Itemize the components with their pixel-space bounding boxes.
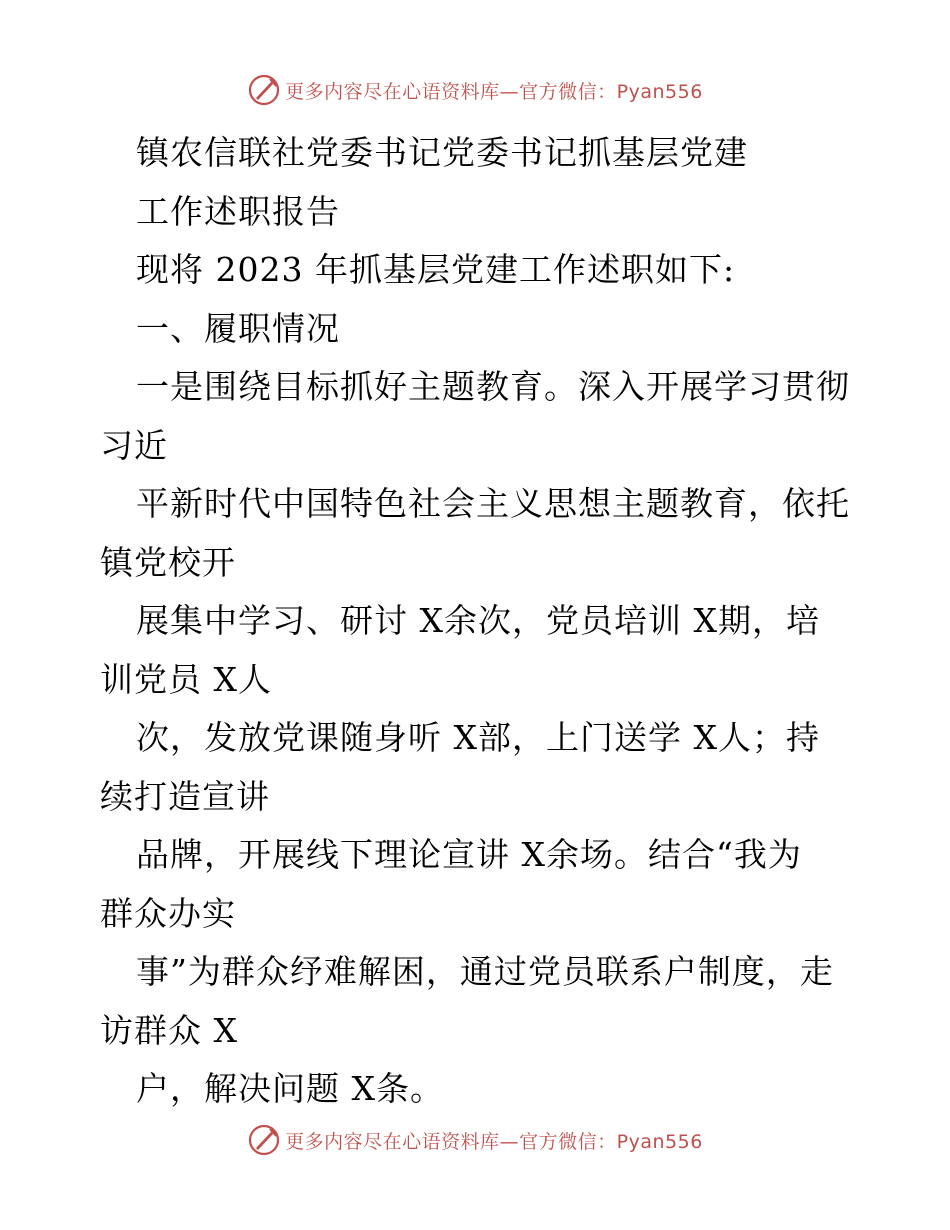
body-line: 户，解决问题 X条。 bbox=[136, 1069, 444, 1108]
section-heading: 一、履职情况 bbox=[136, 308, 340, 348]
body-line: 群众办实 bbox=[100, 893, 236, 933]
body-line: 一是围绕目标抓好主题教育。深入开展学习贯彻 bbox=[136, 367, 850, 406]
watermark-text: 更多内容尽在心语资料库—官方微信：Pyan556 bbox=[285, 1130, 703, 1153]
body-line: 镇党校开 bbox=[100, 542, 236, 582]
header-watermark bbox=[0, 70, 950, 110]
body-line: 平新时代中国特色社会主义思想主题教育，依托 bbox=[136, 484, 850, 523]
document-body bbox=[100, 124, 860, 1119]
intro-paragraph: 现将 2023 年抓基层党建工作述职如下: bbox=[136, 250, 736, 289]
body-line: 次，发放党课随身听 X部，上门送学 X人；持 bbox=[136, 718, 820, 757]
document-title-line-1: 镇农信联社党委书记党委书记抓基层党建 bbox=[136, 133, 748, 172]
footer-watermark bbox=[0, 1120, 950, 1160]
body-line: 续打造宣讲 bbox=[100, 776, 270, 816]
body-line: 训党员 X人 bbox=[100, 659, 272, 699]
body-line: 品牌，开展线下理论宣讲 X余场。结合“我为 bbox=[136, 835, 802, 874]
body-line: 访群众 X bbox=[100, 1010, 238, 1050]
watermark-text: 更多内容尽在心语资料库—官方微信：Pyan556 bbox=[285, 80, 703, 103]
quill-logo-icon bbox=[247, 1123, 281, 1157]
body-line: 习近 bbox=[100, 425, 168, 465]
quill-logo-icon bbox=[247, 73, 281, 107]
body-line: 事”为群众纾难解困，通过党员联系户制度，走 bbox=[136, 952, 834, 991]
document-title-line-2: 工作述职报告 bbox=[136, 191, 340, 231]
body-line: 展集中学习、研讨 X余次，党员培训 X期，培 bbox=[136, 601, 820, 640]
